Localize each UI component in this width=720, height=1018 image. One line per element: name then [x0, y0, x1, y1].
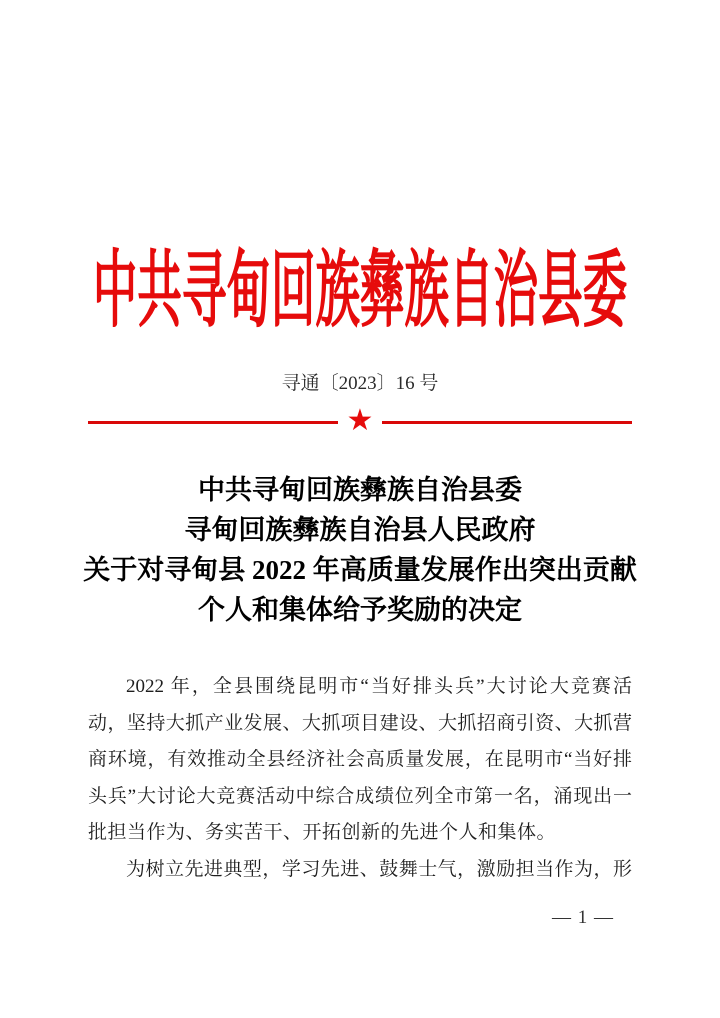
body-paragraph-2-line-1: 为树立先进典型，学习先进、鼓舞士气，激励担当作为，形: [126, 858, 632, 880]
body-paragraph-1-line-2: 动，坚持大抓产业发展、大抓项目建设、大抓招商引资、大抓营: [88, 712, 632, 734]
title-line-3: 关于对寻甸县 2022 年高质量发展作出突出贡献: [83, 555, 637, 585]
title-line-1: 中共寻甸回族彝族自治县委: [198, 475, 522, 505]
body-paragraph-1-line-5: 批担当作为、务实苦干、开拓创新的先进个人和集体。: [88, 822, 557, 844]
title-line-4: 个人和集体给予奖励的决定: [198, 595, 522, 625]
divider-line-right: [382, 421, 632, 424]
issuer-masthead: [0, 244, 720, 340]
red-divider: [88, 406, 632, 438]
divider-line-left: [88, 421, 338, 424]
document-title: [0, 470, 720, 630]
page-number: — 1 —: [552, 907, 614, 928]
body-paragraph-1-line-3: 商环境，有效推动全县经济社会高质量发展，在昆明市“当好排: [88, 749, 632, 771]
star-icon: ★: [346, 404, 374, 437]
document-body: [88, 669, 632, 889]
body-paragraph-1-line-4: 头兵”大讨论大竞赛活动中综合成绩位列全市第一名，涌现出一: [88, 785, 632, 807]
issuer-masthead-text: 中共寻甸回族彝族自治县委: [92, 245, 628, 338]
body-paragraph-1-line-1: 2022 年，全县围绕昆明市“当好排头兵”大讨论大竞赛活: [126, 676, 632, 697]
title-line-2: 寻甸回族彝族自治县人民政府: [184, 515, 536, 545]
document-number: 寻通〔2023〕16 号: [281, 373, 439, 394]
